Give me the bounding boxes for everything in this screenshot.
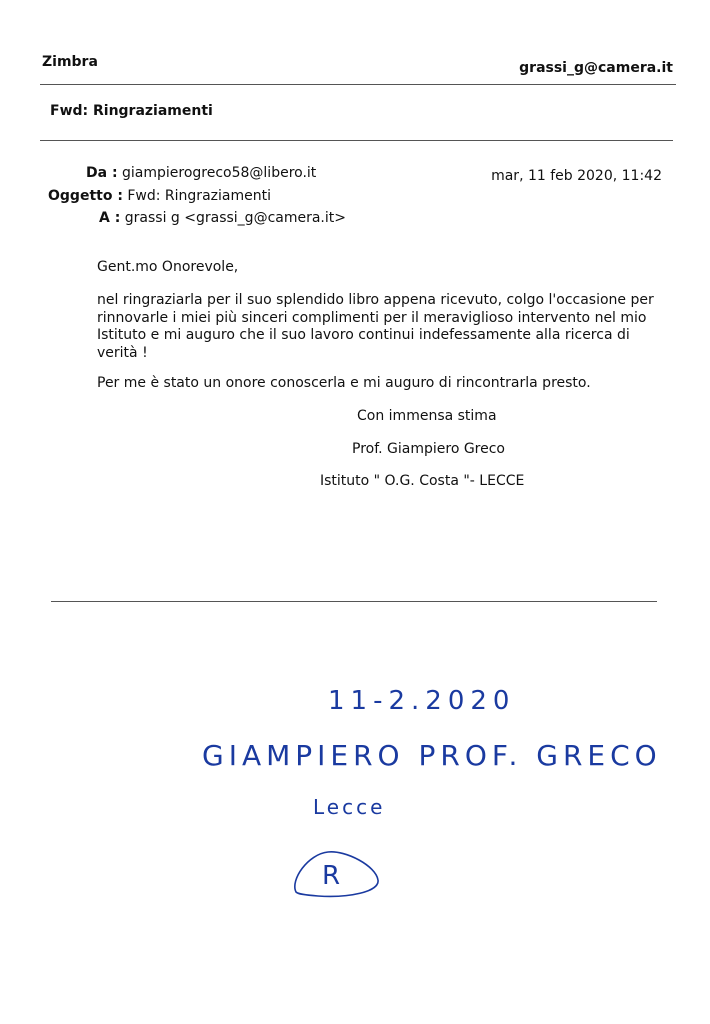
paragraph-2: Per me è stato un onore conoscerla e mi auguro di rincontrarla presto. xyxy=(97,375,591,391)
initial-mark-icon xyxy=(288,848,384,900)
closing: Con immensa stima xyxy=(357,408,497,424)
signature-name: Prof. Giampiero Greco xyxy=(352,441,506,457)
account-email: grassi_g@camera.it xyxy=(519,60,673,76)
subject-value: Fwd: Ringraziamenti xyxy=(127,188,271,204)
from-value: giampierogreco58@libero.it xyxy=(122,165,317,181)
paragraph-line: verità ! xyxy=(97,344,148,361)
greeting: Gent.mo Onorevole, xyxy=(97,259,239,275)
handwritten-name: GIAMPIERO PROF. GRECO xyxy=(202,739,662,772)
to-row xyxy=(99,210,346,226)
subject-label: Oggetto : xyxy=(48,188,123,204)
handwritten-city: Lecce xyxy=(313,795,386,819)
to-label: A : xyxy=(99,210,121,226)
footer-rule xyxy=(51,601,657,602)
handwritten-date: 11-2.2020 xyxy=(328,686,516,716)
paragraph-line: Istituto e mi auguro che il suo lavoro continui indefessamente alla ricerca di xyxy=(97,327,630,343)
message-date: mar, 11 feb 2020, 11:42 xyxy=(491,168,662,184)
to-value: grassi g <grassi_g@camera.it> xyxy=(124,210,346,226)
initial-mark-letter: R xyxy=(322,861,341,891)
paragraph-line: rinnovarle i miei più sinceri complimenti per il meraviglioso intervento nel mio xyxy=(97,309,647,326)
signature-institute: Istituto " O.G. Costa "- LECCE xyxy=(320,473,525,489)
header-rule xyxy=(40,84,676,85)
from-label: Da : xyxy=(86,165,118,181)
subject-heading: Fwd: Ringraziamenti xyxy=(50,103,213,119)
subject-rule xyxy=(40,140,673,141)
from-row xyxy=(86,165,316,181)
subject-row xyxy=(48,188,271,204)
paragraph-line: nel ringraziarla per il suo splendido libro appena ricevuto, colgo l'occasione per xyxy=(97,292,654,308)
paragraph-1 xyxy=(97,292,654,362)
app-name: Zimbra xyxy=(42,54,98,70)
